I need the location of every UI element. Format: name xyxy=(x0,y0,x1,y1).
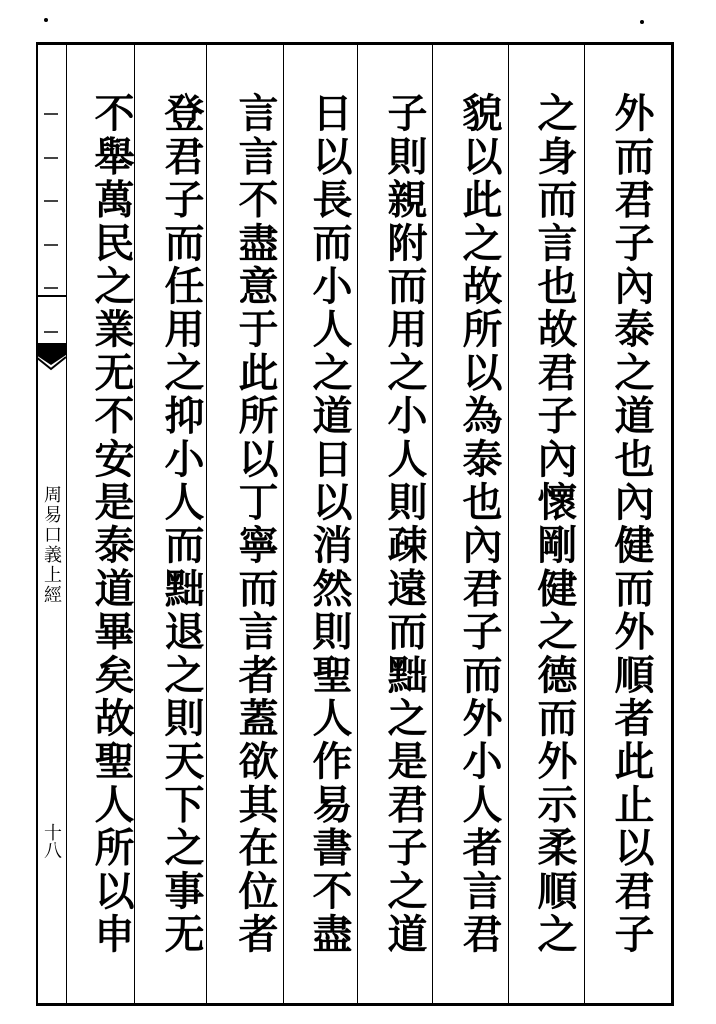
gutter-faint-marks xyxy=(38,103,64,333)
text-column-5: 日以長而小人之道日以消然則聖人作易書不盡 xyxy=(306,92,353,956)
text-column-3: 貌以此之故所以為泰也內君子而外小人者言君 xyxy=(456,92,503,956)
ink-speck xyxy=(640,20,644,24)
text-column-7: 登君子而任用之抑小人而黜退之則天下之事无 xyxy=(158,92,205,956)
page-gutter xyxy=(36,45,66,1003)
page-number: 十八 xyxy=(41,823,62,859)
column-separator xyxy=(66,45,67,1003)
text-column-4: 子則親附而用之小人則疎遠而黜之是君子之道 xyxy=(381,92,428,956)
text-column-6: 言言不盡意于此所以丁寧而言者蓋欲其在位者 xyxy=(232,92,279,956)
text-column-2: 之身而言也故君子內懷剛健之德而外示柔順之 xyxy=(531,92,578,956)
text-column-8: 不舉萬民之業无不安是泰道畢矣故聖人所以申 xyxy=(88,92,135,956)
book-title: 周易口義上經 xyxy=(41,485,62,605)
gutter-rule xyxy=(36,295,66,297)
text-column-1: 外而君子內泰之道也內健而外順者此止以君子 xyxy=(608,92,655,956)
ink-speck xyxy=(44,18,48,22)
fish-tail-icon xyxy=(36,343,66,373)
